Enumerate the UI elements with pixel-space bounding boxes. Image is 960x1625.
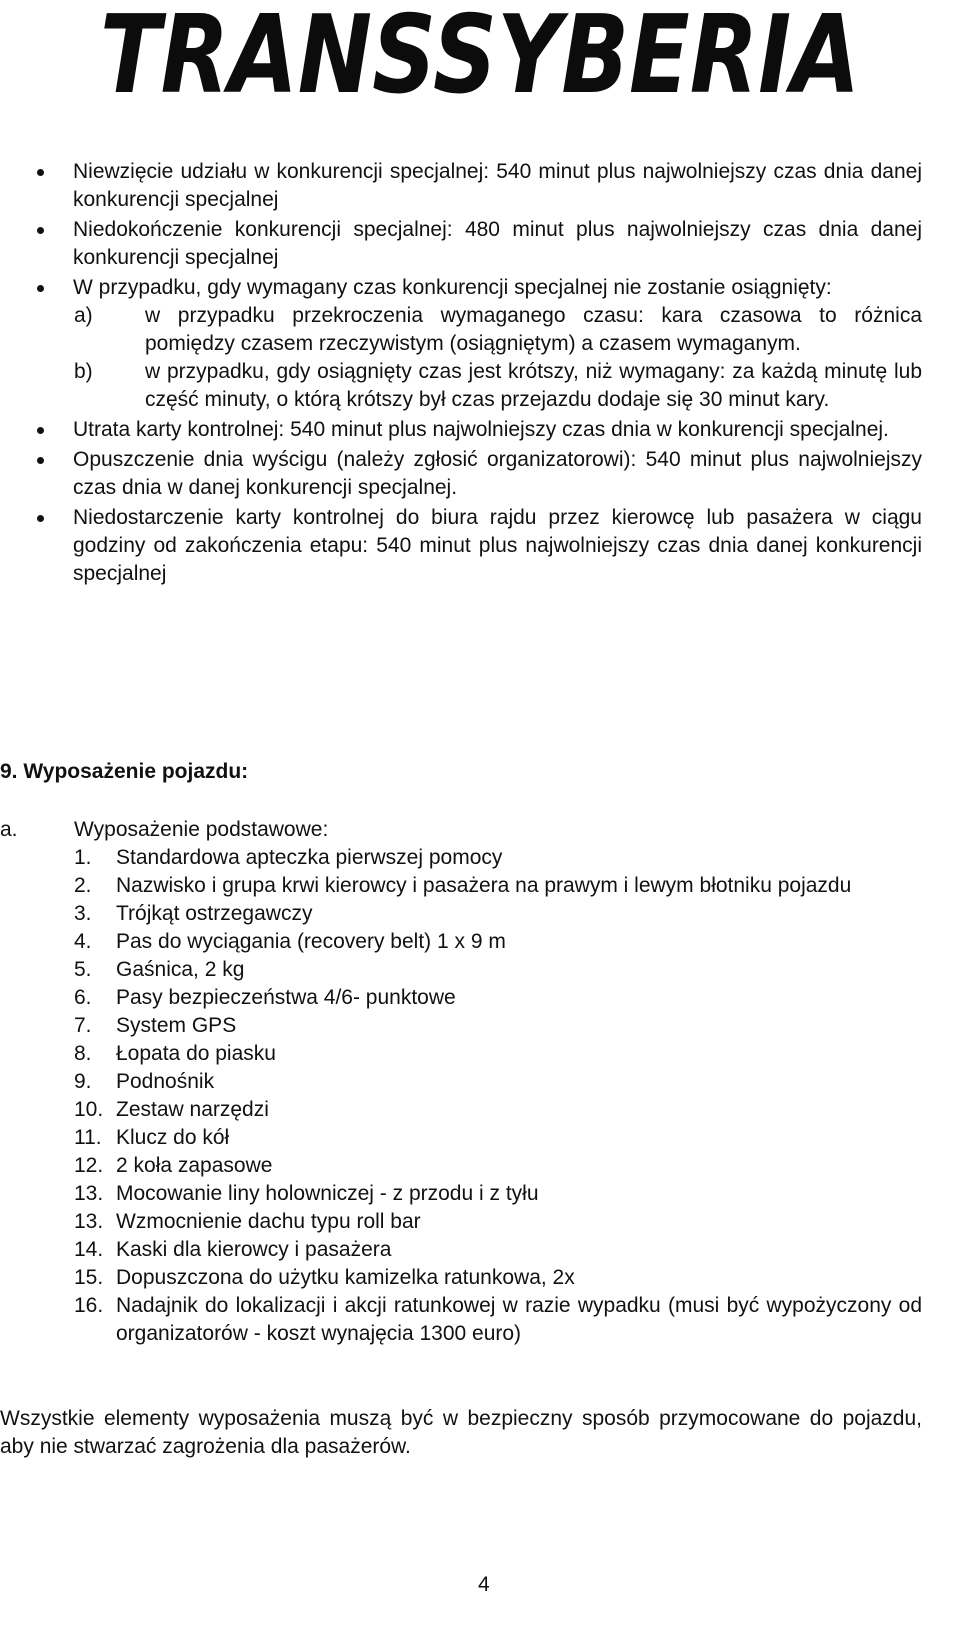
item-number: 4. [74,930,92,953]
penalty-item: W przypadku, gdy wymagany czas konkurencji specjalnej nie zostanie osiągnięty: [0,274,960,302]
item-text: Gaśnica, 2 kg [116,958,245,981]
closing-paragraph: Wszystkie elementy wyposażenia muszą być w bezpieczny sposób przymocowane do pojazdu, aby nie stwarzać zagrożenia dla pasażerów. [0,1407,922,1458]
item-text: Standardowa apteczka pierwszej pomocy [116,846,503,869]
item-number: 12. [74,1154,104,1177]
penalty-subitem [0,358,960,414]
list-item [0,1096,960,1124]
item-text: Mocowanie liny holowniczej - z przodu i z tyłu [116,1182,539,1205]
list-item [0,1180,960,1208]
item-number: 8. [74,1042,92,1065]
item-text: Łopata do piasku [116,1042,276,1065]
item-text: Klucz do kół [116,1126,230,1149]
penalty-item: Niedokończenie konkurencji specjalnej: 480 minut plus najwolniejszy czas dnia danej konkurencji specjalnej [0,216,960,272]
list-item [0,1124,960,1152]
list-item [0,928,960,956]
item-number: 6. [74,986,92,1009]
penalty-subitem [0,302,960,358]
penalty-item: Opuszczenie dnia wyścigu (należy zgłosić organizatorowi): 540 minut plus najwolniejszy czas dnia w danej konkurencji specjalnej. [0,446,960,502]
item-text: Pas do wyciągania (recovery belt) 1 x 9 m [116,930,506,953]
page-number: 4 [478,1573,490,1596]
item-number: 1. [74,846,92,869]
list-item [0,1236,960,1264]
item-text: Kaski dla kierowcy i pasażera [116,1238,392,1261]
subitem-text: w przypadku, gdy osiągnięty czas jest krótszy, niż wymagany: za każdą minutę lub część minuty, o którą krótszy był czas przejazdu dodaje się 30 minut kary. [145,360,922,411]
list-item [0,1040,960,1068]
penalty-list [0,158,960,588]
list-item [0,1012,960,1040]
item-number: 9. [74,1070,92,1093]
item-number: 2. [74,874,92,897]
equipment-list [0,844,960,1348]
list-item [0,844,960,872]
list-item [0,900,960,928]
penalty-item: Niedostarczenie karty kontrolnej do biura rajdu przez kierowcę lub pasażera w ciągu godziny od zakończenia etapu: 540 minut plus najwolniejszy czas dnia danej konkurencji specjalnej [0,504,960,588]
list-item [0,984,960,1012]
item-text: Trójkąt ostrzegawczy [116,902,313,925]
item-number: 16. [74,1294,104,1317]
item-number: 5. [74,958,92,981]
list-item [0,872,960,900]
list-item [0,956,960,984]
list-item [0,1208,960,1236]
penalty-item: Utrata karty kontrolnej: 540 minut plus najwolniejszy czas dnia w konkurencji specjalnej. [0,416,960,444]
item-number: 3. [74,902,92,925]
subitem-label: b) [74,360,93,383]
penalty-item: Niewzięcie udziału w konkurencji specjalnej: 540 minut plus najwolniejszy czas dnia danej konkurencji specjalnej [0,158,960,214]
item-number: 7. [74,1014,92,1037]
subsection-title: Wyposażenie podstawowe: [74,818,329,841]
item-text: Pasy bezpieczeństwa 4/6- punktowe [116,986,456,1009]
item-text: Zestaw narzędzi [116,1098,269,1121]
subsection-label: a. [0,818,18,841]
item-number: 11. [74,1126,102,1149]
item-text: Dopuszczona do użytku kamizelka ratunkowa, 2x [116,1266,575,1289]
item-number: 15. [74,1266,104,1289]
list-item [0,1068,960,1096]
list-item [0,1264,960,1292]
list-item [0,1152,960,1180]
transsyberia-logo [95,0,865,118]
item-text: Podnośnik [116,1070,215,1093]
item-text: 2 koła zapasowe [116,1154,273,1177]
item-text: Nazwisko i grupa krwi kierowcy i pasażera na prawym i lewym błotniku pojazdu [116,874,852,897]
subitem-label: a) [74,304,93,327]
item-text: Nadajnik do lokalizacji i akcji ratunkowej w razie wypadku (musi być wypożyczony od organizatorów - koszt wynajęcia 1300 euro) [116,1294,922,1345]
item-text: Wzmocnienie dachu typu roll bar [116,1210,421,1233]
item-number: 14. [74,1238,104,1261]
item-number: 13. [74,1210,104,1233]
subitem-text: w przypadku przekroczenia wymaganego czasu: kara czasowa to różnica pomiędzy czasem rzeczywistym (osiągniętym) a czasem wymaganym. [145,304,922,355]
section-heading: 9. Wyposażenie pojazdu: [0,760,249,783]
svg-text:TRANSSYBERIA: TRANSSYBERIA [100,0,860,118]
list-item [0,1292,960,1348]
item-number: 10. [74,1098,104,1121]
item-number: 13. [74,1182,104,1205]
item-text: System GPS [116,1014,237,1037]
